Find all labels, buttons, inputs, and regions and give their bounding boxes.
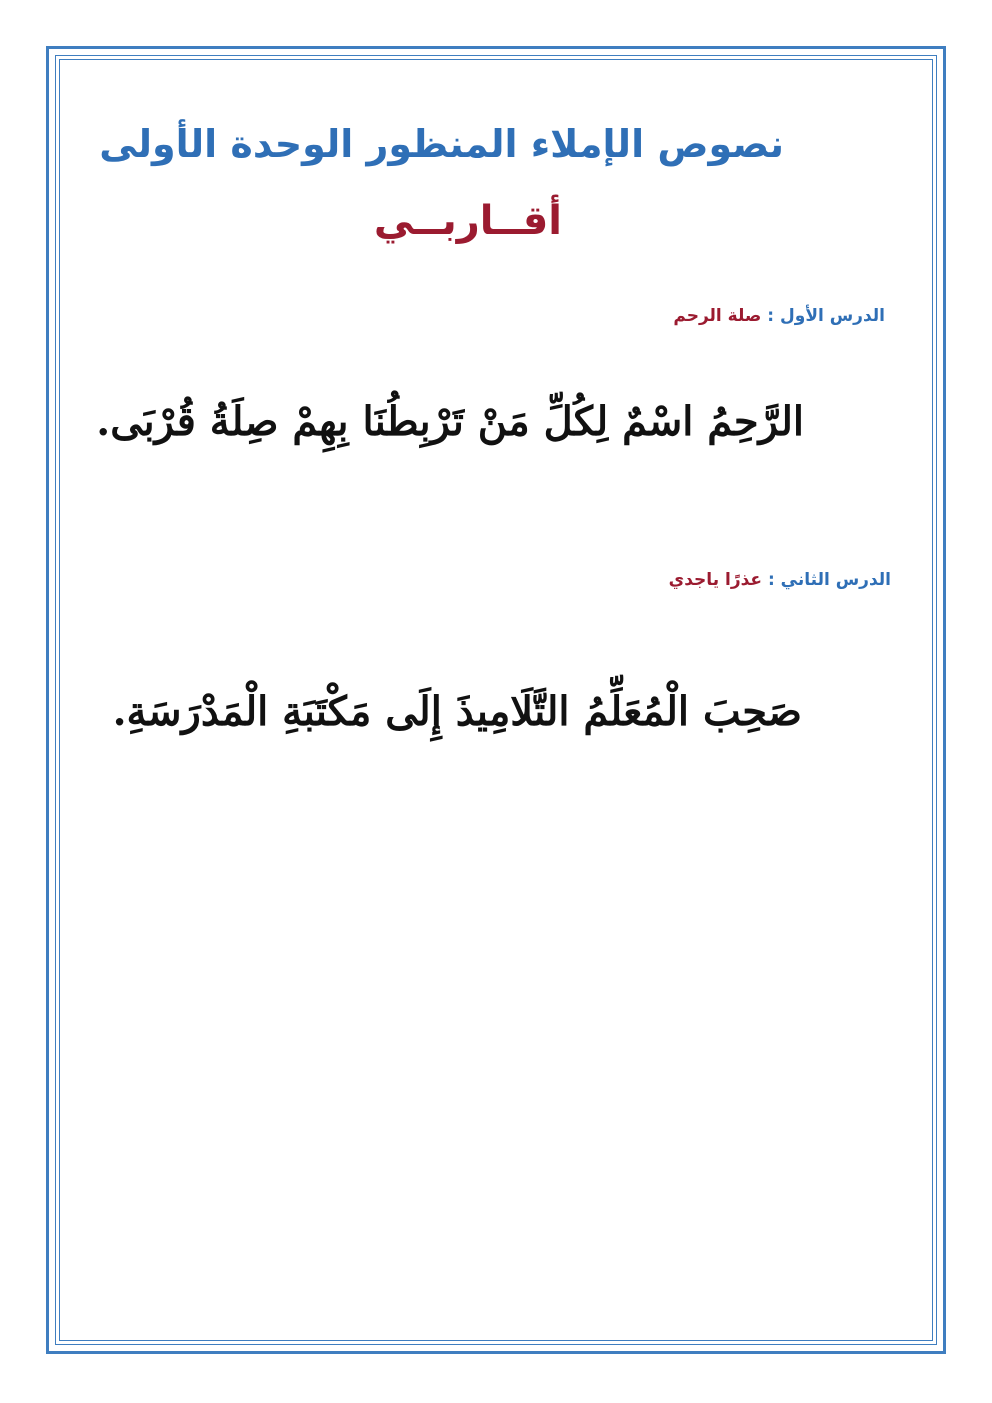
lesson-1-heading bbox=[673, 306, 885, 326]
lesson-2-heading bbox=[669, 570, 891, 590]
lesson-1-label: الدرس الأول : bbox=[767, 306, 885, 326]
lesson-2-sentence: صَحِبَ الْمُعَلِّمُ التَّلَامِيذَ إِلَى مَكْتَبَةِ الْمَدْرَسَةِ. bbox=[112, 688, 802, 735]
lesson-1-sentence: الرَّحِمُ اسْمٌ لِكُلِّ مَنْ تَرْبِطُنَا بِهِمْ صِلَةُ قُرْبَى. bbox=[96, 398, 804, 445]
page-title: نصوص الإملاء المنظور الوحدة الأولى bbox=[99, 122, 784, 166]
unit-name: أقــاربــي bbox=[373, 198, 562, 244]
lesson-1-name: صلة الرحم bbox=[673, 306, 762, 326]
lesson-2-name: عذرًا ياجدي bbox=[668, 570, 763, 590]
lesson-2-label: الدرس الثاني : bbox=[767, 570, 891, 590]
